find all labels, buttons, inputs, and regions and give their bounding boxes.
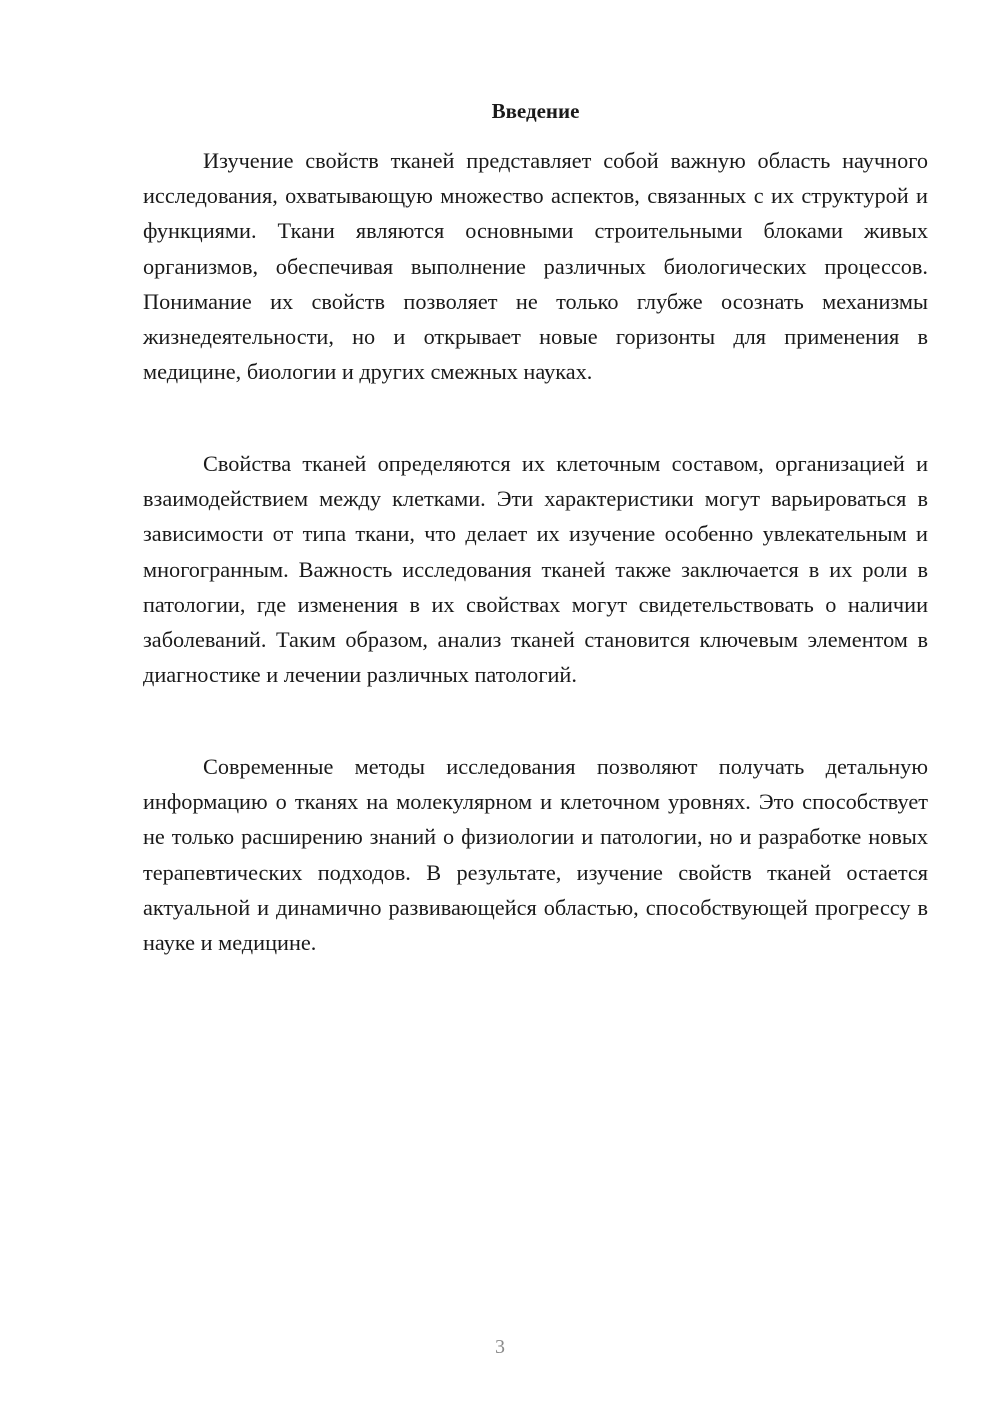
section-title: Введение [491,99,580,123]
paragraph-3: Современные методы исследования позволяют получать детальную информацию о тканях на молекулярном и клеточном уровнях. Это способствует не только расширению знаний о физиологии и патологии, но и разработке новых терапевтических подходов. В результате, изучение свойств тканей остается актуальной и динамично развивающейся областью, способствующей прогрессу в науке и медицине. [143,754,928,956]
page-number: 3 [495,1336,505,1358]
paragraph-2: Свойства тканей определяются их клеточным составом, организацией и взаимодействием между клетками. Эти характеристики могут варьироваться в зависимости от типа ткани, что делает их изучение особенно увлекательным и многогранным. Важность исследования тканей также заключается в их роли в патологии, где изменения в их свойствах могут свидетельствовать о наличии заболеваний. Таким образом, анализ тканей становится ключевым элементом в диагностике и лечении различных патологий. [143,451,928,688]
paragraph-1: Изучение свойств тканей представляет собой важную область научного исследования, охватывающую множество аспектов, связанных с их структурой и функциями. Ткани являются основными строительными блоками живых организмов, обеспечивая выполнение различных биологических процессов. Понимание их свойств позволяет не только глубже осознать механизмы жизнедеятельности, но и открывает новые горизонты для применения в медицине, биологии и других смежных науках. [143,148,928,385]
